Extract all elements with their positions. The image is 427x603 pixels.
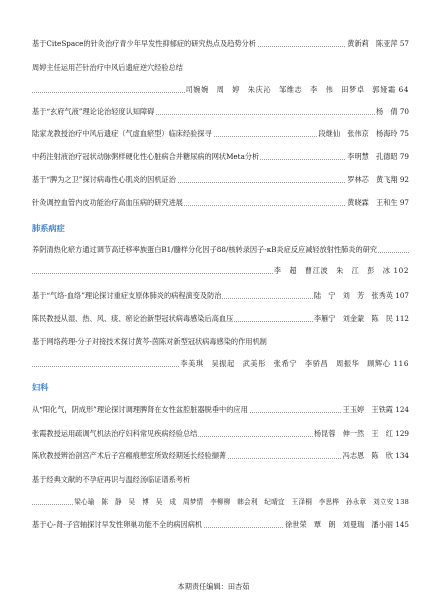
entry-authors-page: 梁心瑜 陈 静 吴 博 吴 成 周梦情 李柳柳 韩会利 纪晴宜 王泽桐 李思桦 孙永章 刘立安 138 xyxy=(74,498,409,506)
entry-title: 基于心-肾-子宫轴探讨早发性卵巢功能不全的病因病机 xyxy=(32,520,203,529)
toc-entry[interactable] xyxy=(32,244,409,256)
entry-title: 针灸调控血管内皮功能治疗高血压病的研究进展 xyxy=(32,198,183,207)
entry-authors-page: 李 超 曹江波 朱 江 彭 冰 102 xyxy=(273,266,409,275)
toc-entry-continuation[interactable] xyxy=(32,496,409,508)
entry-title: 中药注射液治疗冠状动脉粥样硬化性心脏病合并糖尿病的网状Meta分析 xyxy=(32,152,260,161)
entry-title: 基于“脾为之卫”探讨病毒性心肌炎的因机证治 xyxy=(32,175,176,184)
toc-entry[interactable] xyxy=(32,38,409,50)
entry-authors-page: 李雁宁 刘金蒙 陈 民 112 xyxy=(313,314,409,323)
entry-authors-page: 冯志恩 陈 欣 134 xyxy=(342,451,409,460)
toc-entry[interactable] xyxy=(32,106,409,118)
entry-authors-page: 杨昆蓉 伸一然 王 红 129 xyxy=(313,429,409,438)
entry-title: 基于“气络-血络”理论探讨重症支原体肺炎的病程演变及防治 xyxy=(32,291,222,300)
entry-title: 周婷主任运用芒针治疗中风后遗症逆穴经验总结 xyxy=(32,63,183,72)
entry-authors-page: 杨 倩 70 xyxy=(376,107,409,116)
toc-entry[interactable] xyxy=(32,404,409,416)
entry-authors-page: 黄新莉 陈亚萍 57 xyxy=(347,39,409,48)
entry-title: 张霞教授运用疏调气机法治疗妇科常见疾病经验总结 xyxy=(32,429,198,438)
toc-entry-continuation[interactable] xyxy=(32,265,409,277)
toc-entry[interactable] xyxy=(32,474,409,486)
toc-entry[interactable] xyxy=(32,519,409,531)
entry-title: 基于“玄府气液”理论论治轻度认知障碍 xyxy=(32,107,155,116)
toc-entry[interactable] xyxy=(32,428,409,440)
entry-authors-page: 罗林芯 黄飞翔 92 xyxy=(347,175,409,184)
responsible-editor-note: 本期责任编辑：田杏茹 xyxy=(177,582,250,591)
toc-entry[interactable] xyxy=(32,174,409,186)
entry-authors-page: 李明慧 孔德昭 79 xyxy=(347,152,409,161)
toc-entry-continuation[interactable] xyxy=(32,358,409,370)
toc-entry[interactable] xyxy=(32,62,409,74)
entry-title: 养阴清热化瘀方通过调节高迁移率族蛋白B1/髓样分化因子88/核转录因子-κB炎症反应减轻放射性肺炎的研究 xyxy=(32,245,378,254)
entry-title: 基于网络药理-分子对接技术探讨黄芩-茵陈对新型冠状病毒感染的作用机制 xyxy=(32,337,267,346)
toc-entry[interactable] xyxy=(32,313,409,325)
toc-entry[interactable] xyxy=(32,290,409,302)
entry-authors-page: 司婉婉 周 婷 朱庆沁 邹维志 李 伟 田梦卓 郭娅霜 64 xyxy=(185,85,409,94)
toc-entry[interactable] xyxy=(32,197,409,209)
entry-authors-page: 李美琪 吴振起 武美彤 张希宁 李骄昌 周振华 顾辉心 116 xyxy=(180,359,409,368)
toc-entry-continuation[interactable] xyxy=(32,84,409,96)
entry-authors-page: 陆 宁 刘 芳 张秀英 107 xyxy=(313,291,409,300)
section-heading-lung: 肺系病症 xyxy=(32,223,65,233)
toc-entry[interactable] xyxy=(32,336,409,348)
entry-authors-page: 王玉婷 王铁霞 124 xyxy=(342,405,409,414)
toc-entry[interactable] xyxy=(32,450,409,462)
entry-title: 陈民教授从湿、热、风、痰、瘀论治新型冠状病毒感染后高血压 xyxy=(32,314,234,323)
section-heading-gynecology: 妇科 xyxy=(32,382,49,392)
entry-title: 陈欣教授辨治剖宫产术后子宫瘢痕憩室所致经期延长经验撷菁 xyxy=(32,451,227,460)
toc-entry[interactable] xyxy=(32,151,409,163)
entry-authors-page: 段继仙 张伟京 杨海玲 75 xyxy=(318,129,409,138)
toc-entry[interactable] xyxy=(32,128,409,140)
entry-authors-page: 黄晓霖 王和生 97 xyxy=(347,198,409,207)
entry-title: 从“阳化气，阴成形”理论探讨调理脾肾在女性盆腔脏器脱垂中的应用 xyxy=(32,405,248,414)
entry-title: 基于经典文献的不孕症再识与温经汤临证谱系考析 xyxy=(32,475,191,484)
entry-title: 基于CiteSpace的针灸治疗青少年早发性抑郁症的研究热点及趋势分析 xyxy=(32,39,256,48)
entry-title: 陆家龙教授治疗中风后遗症（气虚血瘀型）临床经验探寻 xyxy=(32,129,212,138)
entry-authors-page: 徐世荣 覃 朗 刘曼瑞 潘小丽 145 xyxy=(285,520,409,529)
